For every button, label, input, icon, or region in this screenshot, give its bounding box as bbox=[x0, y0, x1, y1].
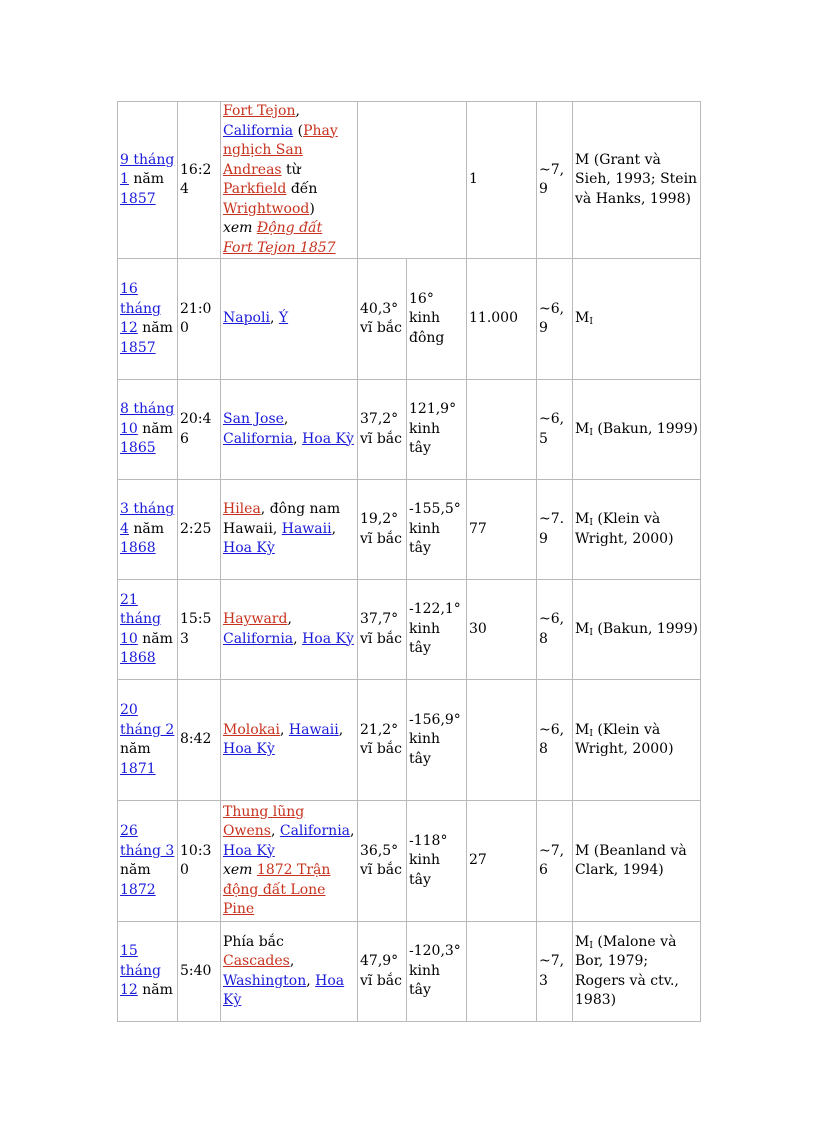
deaths-cell bbox=[467, 922, 537, 1022]
magnitude-scale-subscript: I bbox=[589, 940, 593, 951]
location-text: , bbox=[293, 630, 303, 647]
location-link[interactable]: Hoa Kỳ bbox=[223, 842, 275, 859]
deaths-cell: 1 bbox=[467, 102, 537, 259]
date-link[interactable]: 21 tháng 10 bbox=[120, 591, 161, 647]
longitude-cell: -156,9° kinh tây bbox=[407, 680, 467, 801]
date-year-label: năm bbox=[137, 320, 173, 336]
source-reference: (Beanland và Clark, 1994) bbox=[575, 842, 687, 878]
source-reference: (Grant và Sieh, 1993; Stein và Hanks, 1998) bbox=[575, 151, 698, 207]
date-year-label: năm bbox=[120, 862, 151, 878]
location-text: , bbox=[270, 823, 280, 839]
location-link[interactable]: Fort Tejon bbox=[223, 103, 296, 119]
location-text: xem bbox=[223, 220, 257, 236]
date-link[interactable]: 9 tháng 1 bbox=[120, 151, 175, 188]
time-cell: 21:00 bbox=[178, 259, 221, 380]
magnitude-scale-subscript: I bbox=[589, 627, 593, 638]
location-text: , bbox=[306, 972, 316, 989]
magnitude-cell: ~6,5 bbox=[537, 380, 573, 480]
location-text: đến bbox=[286, 181, 318, 197]
location-link[interactable]: San Jose bbox=[223, 411, 284, 427]
date-cell bbox=[118, 380, 178, 480]
source-reference: (Malone và Bor, 1979; Rogers và ctv., 1983) bbox=[575, 933, 679, 1008]
location-link[interactable]: Hayward bbox=[223, 611, 288, 627]
magnitude-cell: ~6,8 bbox=[537, 580, 573, 680]
longitude-cell: 16° kinh đông bbox=[407, 259, 467, 380]
table-row bbox=[118, 580, 701, 680]
date-cell bbox=[118, 680, 178, 801]
location-text: Phía bắc bbox=[223, 933, 284, 950]
magnitude-cell: ~7,3 bbox=[537, 922, 573, 1022]
location-cell bbox=[221, 102, 358, 259]
date-year-label: năm bbox=[128, 520, 165, 537]
location-text: , bbox=[283, 411, 289, 427]
location-link[interactable]: Hoa Kỳ bbox=[223, 540, 275, 557]
date-link[interactable]: 3 tháng 4 bbox=[120, 501, 175, 537]
location-link[interactable]: Cascades bbox=[223, 953, 290, 969]
location-link[interactable]: Hawaii bbox=[281, 520, 332, 537]
date-cell bbox=[118, 801, 178, 922]
date-cell bbox=[118, 922, 178, 1022]
location-text: từ bbox=[281, 161, 301, 178]
year-link[interactable]: 1857 bbox=[120, 190, 156, 207]
latitude-cell: 47,9° vĩ bắc bbox=[358, 922, 407, 1022]
latitude-cell: 37,7° vĩ bắc bbox=[358, 580, 407, 680]
year-link[interactable]: 1868 bbox=[120, 540, 156, 557]
source-cell bbox=[573, 380, 701, 480]
source-reference: (Bakun, 1999) bbox=[592, 620, 698, 637]
date-cell bbox=[118, 580, 178, 680]
date-link[interactable]: 16 tháng 12 bbox=[120, 281, 161, 336]
date-link[interactable]: 15 tháng 12 bbox=[120, 943, 161, 999]
time-cell: 8:42 bbox=[178, 680, 221, 801]
location-link[interactable]: Hoa Kỳ bbox=[302, 630, 354, 647]
magnitude-cell: ~6,9 bbox=[537, 259, 573, 380]
table-row bbox=[118, 680, 701, 801]
location-text: , bbox=[289, 953, 295, 969]
date-link[interactable]: 8 tháng 10 bbox=[120, 401, 175, 437]
longitude-cell: 121,9° kinh tây bbox=[407, 380, 467, 480]
latitude-cell: 37,2° vĩ bắc bbox=[358, 380, 407, 480]
magnitude-cell: ~7,6 bbox=[537, 801, 573, 922]
location-link[interactable]: 1872 Trận động đất Lone Pine bbox=[223, 862, 331, 917]
latitude-cell: 21,2° vĩ bắc bbox=[358, 680, 407, 801]
source-cell bbox=[573, 580, 701, 680]
location-link[interactable]: Hoa Kỳ bbox=[223, 741, 275, 757]
date-year-label: năm bbox=[128, 171, 165, 188]
location-link[interactable]: California bbox=[223, 122, 294, 139]
date-cell bbox=[118, 102, 178, 259]
time-cell: 16:24 bbox=[178, 102, 221, 259]
year-link[interactable]: 1872 bbox=[120, 881, 156, 898]
magnitude-scale: M bbox=[575, 721, 590, 738]
magnitude-cell: ~7,9 bbox=[537, 102, 573, 259]
source-reference: (Klein và Wright, 2000) bbox=[575, 511, 674, 547]
location-text: xem bbox=[223, 862, 257, 878]
table-row bbox=[118, 922, 701, 1022]
source-cell bbox=[573, 801, 701, 922]
location-link[interactable]: California bbox=[223, 430, 294, 447]
table-row bbox=[118, 801, 701, 922]
location-link[interactable]: Hoa Kỳ bbox=[223, 972, 345, 1008]
location-text: , bbox=[331, 520, 337, 537]
source-cell bbox=[573, 480, 701, 580]
location-link[interactable]: Động đất Fort Tejon 1857 bbox=[223, 220, 336, 256]
location-text: ( bbox=[293, 122, 304, 139]
deaths-cell bbox=[467, 380, 537, 480]
table-row bbox=[118, 480, 701, 580]
location-text: , đông nam Hawaii, bbox=[223, 501, 341, 537]
time-cell: 15:53 bbox=[178, 580, 221, 680]
deaths-cell: 77 bbox=[467, 480, 537, 580]
latitude-cell: 36,5° vĩ bắc bbox=[358, 801, 407, 922]
magnitude-scale-subscript: I bbox=[589, 427, 593, 438]
location-cell bbox=[221, 680, 358, 801]
location-text: ) bbox=[309, 200, 315, 217]
location-text: , bbox=[279, 721, 289, 738]
table-row bbox=[118, 380, 701, 480]
magnitude-scale: M bbox=[575, 151, 590, 168]
magnitude-cell: ~6,8 bbox=[537, 680, 573, 801]
time-cell: 2:25 bbox=[178, 480, 221, 580]
coordinates-cell bbox=[358, 102, 467, 259]
source-reference: (Bakun, 1999) bbox=[592, 420, 698, 437]
longitude-cell: -120,3° kinh tây bbox=[407, 922, 467, 1022]
magnitude-scale: M bbox=[575, 933, 590, 950]
deaths-cell: 30 bbox=[467, 580, 537, 680]
date-link[interactable]: 20 tháng 2 bbox=[120, 702, 175, 738]
location-text: , bbox=[295, 103, 300, 119]
location-text: , bbox=[269, 310, 279, 327]
source-cell bbox=[573, 102, 701, 259]
time-cell: 5:40 bbox=[178, 922, 221, 1022]
date-year-label: năm bbox=[120, 741, 151, 757]
earthquake-table bbox=[117, 101, 701, 1022]
location-cell bbox=[221, 380, 358, 480]
table-row bbox=[118, 259, 701, 380]
date-year-label: năm bbox=[137, 982, 173, 999]
year-link[interactable]: 1871 bbox=[120, 760, 156, 777]
location-cell bbox=[221, 922, 358, 1022]
longitude-cell: -118° kinh tây bbox=[407, 801, 467, 922]
location-link[interactable]: Napoli bbox=[223, 310, 270, 327]
magnitude-cell: ~7.9 bbox=[537, 480, 573, 580]
location-cell bbox=[221, 480, 358, 580]
location-link[interactable]: Thung lũng Owens bbox=[223, 803, 305, 839]
source-reference: (Klein và Wright, 2000) bbox=[575, 721, 674, 757]
location-cell bbox=[221, 580, 358, 680]
deaths-cell bbox=[467, 680, 537, 801]
magnitude-scale: M bbox=[575, 310, 590, 327]
source-cell bbox=[573, 680, 701, 801]
location-text: , bbox=[338, 721, 344, 738]
location-link[interactable]: Phay nghịch San Andreas bbox=[223, 122, 338, 178]
location-link[interactable]: Wrightwood bbox=[223, 200, 310, 217]
location-link[interactable]: Parkfield bbox=[223, 181, 287, 197]
location-cell bbox=[221, 259, 358, 380]
location-text: , bbox=[287, 611, 292, 627]
location-link[interactable]: Hoa Kỳ bbox=[302, 430, 354, 447]
location-text: , bbox=[293, 430, 303, 447]
magnitude-scale: M bbox=[575, 620, 590, 637]
longitude-cell: -122,1° kinh tây bbox=[407, 580, 467, 680]
magnitude-scale: M bbox=[575, 420, 590, 437]
year-link[interactable]: 1865 bbox=[120, 440, 156, 457]
location-text: , bbox=[350, 823, 355, 839]
magnitude-scale: M bbox=[575, 511, 590, 527]
deaths-cell: 27 bbox=[467, 801, 537, 922]
location-cell bbox=[221, 801, 358, 922]
date-year-label: năm bbox=[137, 630, 173, 647]
deaths-cell: 11.000 bbox=[467, 259, 537, 380]
date-cell bbox=[118, 480, 178, 580]
time-cell: 10:30 bbox=[178, 801, 221, 922]
table-body bbox=[118, 102, 701, 1022]
location-link[interactable]: Hilea bbox=[223, 501, 261, 518]
location-link[interactable]: Molokai bbox=[223, 721, 280, 738]
location-link[interactable]: California bbox=[223, 630, 294, 647]
source-cell bbox=[573, 922, 701, 1022]
time-cell: 20:46 bbox=[178, 380, 221, 480]
year-link[interactable]: 1868 bbox=[120, 650, 156, 666]
location-link[interactable]: California bbox=[279, 823, 351, 839]
date-cell bbox=[118, 259, 178, 380]
date-link[interactable]: 26 tháng 3 bbox=[120, 823, 175, 859]
longitude-cell: -155,5° kinh tây bbox=[407, 480, 467, 580]
location-link[interactable]: Washington bbox=[223, 972, 307, 989]
location-link[interactable]: Ý bbox=[278, 310, 289, 327]
latitude-cell: 19,2° vĩ bắc bbox=[358, 480, 407, 580]
magnitude-scale-subscript: I bbox=[589, 317, 593, 328]
source-cell bbox=[573, 259, 701, 380]
magnitude-scale-subscript: I bbox=[589, 728, 593, 739]
magnitude-scale-subscript: I bbox=[589, 518, 593, 528]
location-link[interactable]: Hawaii bbox=[288, 721, 339, 738]
year-link[interactable]: 1857 bbox=[120, 339, 156, 356]
magnitude-scale: M bbox=[575, 842, 590, 859]
table-row bbox=[118, 102, 701, 259]
latitude-cell: 40,3° vĩ bắc bbox=[358, 259, 407, 380]
date-year-label: năm bbox=[137, 420, 173, 437]
